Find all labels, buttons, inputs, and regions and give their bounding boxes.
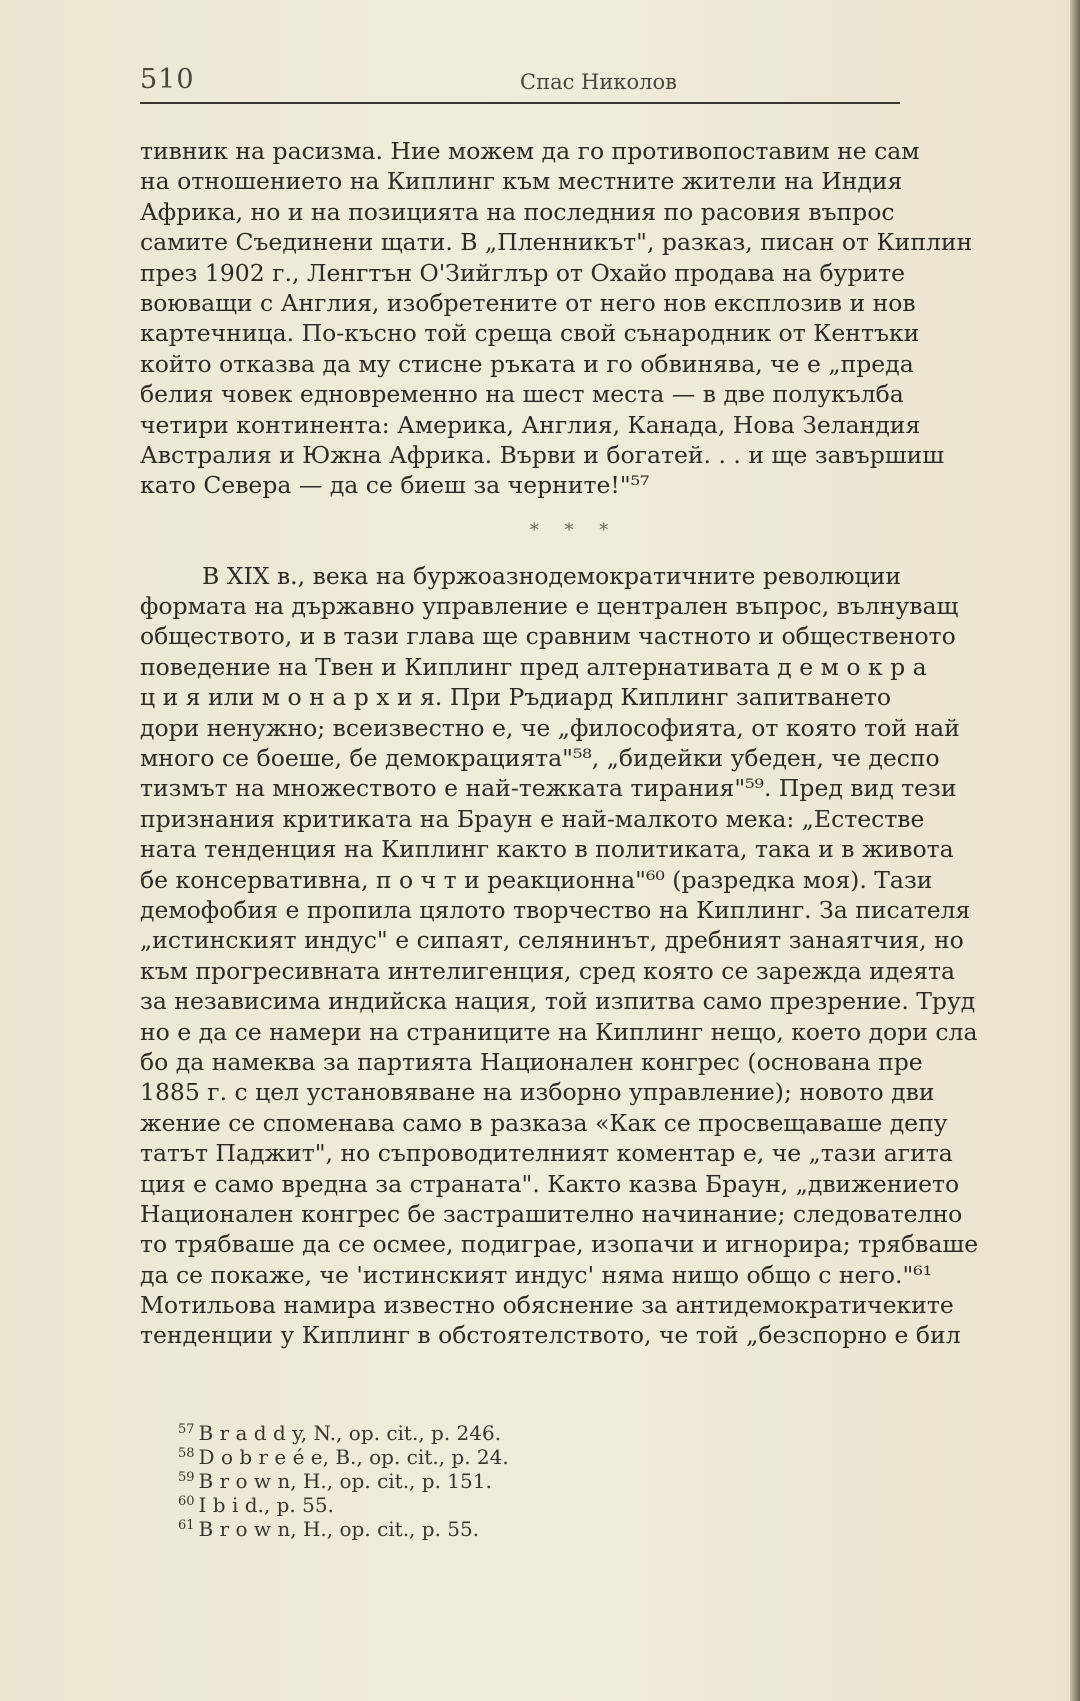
text-line: формата на държавно управление е централен въпрос, вълнуващ <box>140 592 959 621</box>
text-line: жение се споменава само в разказа «Как се просвещаваше депу <box>140 1108 948 1137</box>
text-line: ната тенденция на Киплинг както в политиката, така и в живота <box>140 835 954 864</box>
text-line: но е да се намери на страниците на Киплинг нещо, което дори сла <box>140 1017 978 1046</box>
text-line: поведение на Твен и Киплинг пред алтернативата д е м о к р а <box>140 652 927 681</box>
text-line: Африка, но и на позицията на последния по расовия въпрос <box>140 197 895 226</box>
footnote-number: 58 <box>178 1446 195 1461</box>
footnote-text: B r o w n, H., op. cit., p. 151. <box>198 1469 492 1493</box>
text-line: да се покаже, че 'истинският индус' няма нищо общо с него."⁶¹ <box>140 1260 933 1289</box>
footnote <box>178 1418 878 1445</box>
text-line: демофобия е пропила цялото творчество на Киплинг. За писателя <box>140 895 971 924</box>
footnote-text: I b i d., p. 55. <box>198 1493 334 1517</box>
text-line: тивник на расизма. Ние можем да го противопоставим не сам <box>140 137 920 165</box>
text-line: 1885 г. с цел установяване на изборно управление); новото дви <box>140 1078 935 1107</box>
text-line: то трябваше да се осмее, подиграе, изопачи и игнорира; трябваше <box>140 1230 979 1259</box>
text-line: Национален конгрес бе застрашително начинание; следователно <box>140 1199 963 1228</box>
text-line: към прогресивната интелигенция, сред която се зарежда идеята <box>140 956 956 985</box>
section-separator: * * * <box>529 519 619 541</box>
page-number: 510 <box>140 64 195 95</box>
text-line: В XIX в., века на буржоазнодемократичните революции <box>202 561 902 590</box>
footnote <box>178 1442 878 1469</box>
text-line: Мотильова намира известно обяснение за антидемократичеките <box>140 1291 954 1320</box>
text-line: татът Паджит", но съпроводителният коментар е, че „тази агита <box>140 1139 953 1168</box>
text-line: дори ненужно; всеизвестно е, че „философията, от която той най <box>140 713 960 742</box>
footnotes <box>178 1418 878 1541</box>
page-header <box>140 64 1070 104</box>
text-line: ция е само вредна за страната". Както казва Браун, „движението <box>140 1169 960 1198</box>
text-line: картечница. По-късно той среща свой сънародник от Кентъки <box>140 319 920 348</box>
running-head: Спас Николов <box>520 70 677 94</box>
footnote-number: 60 <box>178 1494 195 1509</box>
text-line: белия човек едновременно на шест места — в две полукълба <box>140 380 904 409</box>
body-text <box>140 136 1068 1351</box>
header-rule <box>140 102 900 104</box>
text-line: „истинският индус" е сипаят, селянинът, дребният занаятчия, но <box>140 926 964 955</box>
text-line: на отношението на Киплинг към местните жители на Индия <box>140 167 903 196</box>
paragraph-2 <box>140 561 1068 1351</box>
footnote-number: 59 <box>178 1470 195 1485</box>
text-line: бо да намеква за партията Национален конгрес (основана пре <box>140 1047 923 1076</box>
text-line: за независима индийска нация, той изпитва само презрение. Труд <box>140 987 976 1016</box>
text-line: тенденции у Киплинг в обстоятелството, че той „безспорно е бил <box>140 1321 961 1350</box>
text-line: самите Съединени щати. В „Пленникът", разказ, писан от Киплин <box>140 228 973 257</box>
text-line: четири континента: Америка, Англия, Канада, Нова Зеландия <box>140 410 921 439</box>
text-line: през 1902 г., Ленгтън О'Зийглър от Охайо продава на бурите <box>140 258 906 287</box>
text-line: Австралия и Южна Африка. Върви и богатей. . . и ще завършиш <box>140 440 945 469</box>
footnote <box>178 1466 878 1493</box>
text-line: признания критиката на Браун е най-малкото мека: „Естестве <box>140 804 925 833</box>
text-line: ц и я или м о н а р х и я. При Ръдиард Киплинг запитването <box>140 683 892 712</box>
paragraph-1 <box>140 136 1068 501</box>
footnote-text: B r o w n, H., op. cit., p. 55. <box>198 1517 480 1541</box>
page-edge-shadow <box>1070 0 1080 1701</box>
text-line: бе консервативна, п о ч т и реакционна"⁶⁰ (разредка моя). Тази <box>140 865 933 894</box>
footnote-text: B r a d d y, N., op. cit., p. 246. <box>198 1421 502 1445</box>
text-line: като Севера — да се биеш за черните!"⁵⁷ <box>140 471 650 500</box>
footnote-text: D o b r e é e, B., op. cit., p. 24. <box>198 1445 509 1469</box>
footnote-number: 57 <box>178 1422 195 1437</box>
text-line: много се боеше, бе демокрацията"⁵⁸, „бидейки убеден, че деспо <box>140 744 940 773</box>
footnote <box>178 1514 878 1541</box>
text-line: който отказва да му стисне ръката и го обвинява, че е „преда <box>140 349 914 378</box>
footnote-number: 61 <box>178 1518 195 1533</box>
text-line: воюващи с Англия, изобретените от него нов експлозив и нов <box>140 288 916 317</box>
text-line: тизмът на множеството е най-тежката тирания"⁵⁹. Пред вид тези <box>140 774 957 803</box>
footnote <box>178 1490 878 1517</box>
text-line: обществото, и в тази глава ще сравним частното и общественото <box>140 622 956 651</box>
